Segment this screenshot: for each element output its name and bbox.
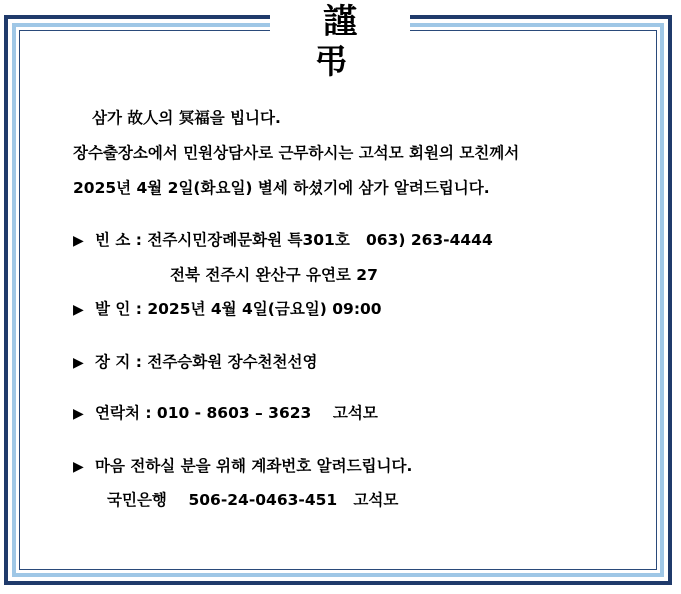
burial-site-label: 장 지 :	[95, 353, 148, 371]
triangle-bullet-icon: ▶	[73, 459, 84, 475]
funeral-home-row	[73, 230, 493, 251]
contact-label: 연락처 :	[95, 404, 157, 422]
funeral-home-place: 전주시민장례문화원 특301호 063) 263-4444	[147, 231, 493, 249]
burial-site-row	[73, 352, 317, 373]
intro-line-3: 2025년 4월 2일(화요일) 별세 하셨기에 삼가 알려드립니다.	[73, 179, 490, 197]
triangle-bullet-icon: ▶	[73, 302, 84, 318]
triangle-bullet-icon: ▶	[73, 355, 84, 371]
account-detail: 국민은행 506-24-0463-451 고석모	[107, 491, 399, 509]
funeral-home-label: 빈 소 :	[95, 231, 148, 249]
departure-label: 발 인 :	[95, 300, 148, 318]
page-title: 謹 弔	[314, 2, 375, 82]
triangle-bullet-icon: ▶	[73, 233, 84, 249]
account-notice-row	[73, 456, 412, 477]
intro-line-1: 삼가 故人의 冥福을 빕니다.	[92, 109, 281, 127]
departure-row	[73, 299, 382, 320]
departure-datetime: 2025년 4월 4일(금요일) 09:00	[147, 300, 382, 318]
intro-line-2: 장수출장소에서 민원상담사로 근무하시는 고석모 회원의 모친께서	[73, 144, 520, 162]
burial-site-value: 전주승화원 장수천천선영	[147, 353, 318, 371]
contact-row	[73, 403, 378, 424]
funeral-home-address: 전북 전주시 완산구 유연로 27	[170, 266, 378, 284]
account-notice: 마음 전하실 분을 위해 계좌번호 알려드립니다.	[95, 457, 413, 475]
triangle-bullet-icon: ▶	[73, 406, 84, 422]
contact-value: 010 - 8603 – 3623 고석모	[156, 404, 378, 422]
